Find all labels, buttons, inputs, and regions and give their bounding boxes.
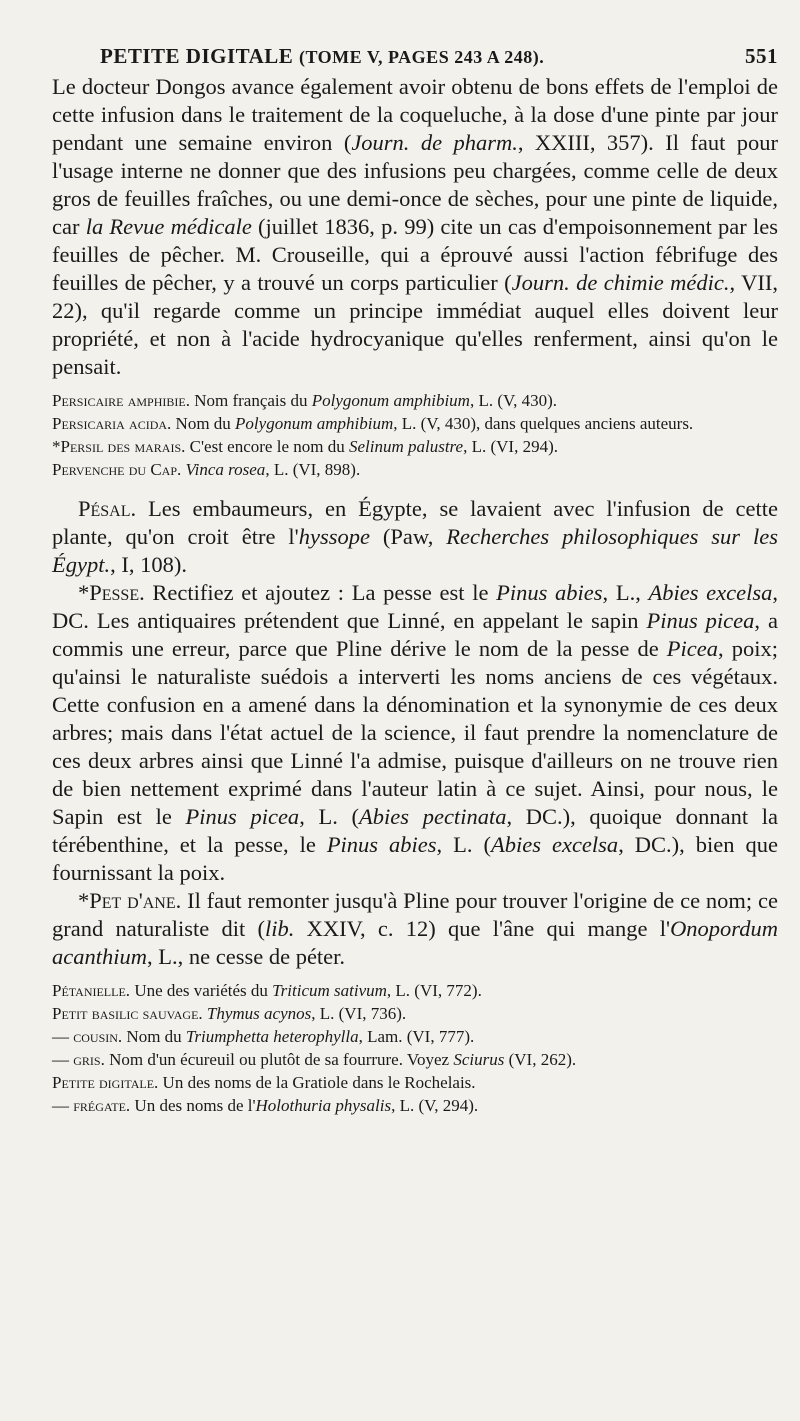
entry-pervenche-du-cap: Pervenche du Cap. Vinca rosea, L. (VI, 898). [52, 460, 361, 479]
page-number: 551 [745, 44, 778, 68]
entry-petite-fregate: — frégate. Un des noms de l'Holothuria physalis, L. (V, 294). [52, 1096, 479, 1115]
entry-petanielle: Pétanielle. Une des variétés du Triticum sativum, L. (VI, 772). [52, 981, 482, 1000]
entry-pesal: Pésal. Les embaumeurs, en Égypte, se lavaient avec l'infusion de cette plante, qu'on croit être l'hyssope (Paw, Recherches philosophiques sur les Égypt., I, 108). [52, 496, 778, 577]
entry-petit-gris: — gris. Nom d'un écureuil ou plutôt de sa fourrure. Voyez Sciurus (VI, 262). [52, 1050, 577, 1069]
entry-petit-cousin: — cousin. Nom du Triumphetta heterophylla, Lam. (VI, 777). [52, 1027, 475, 1046]
header-title-group [100, 44, 544, 69]
entry-petit-basilic-sauvage: Petit basilic sauvage. Thymus acynos, L. (VI, 736). [52, 1004, 407, 1023]
entry-persicaria-acida: Persicaria acida. Nom du Polygonum amphibium, L. (V, 430), dans quelques anciens auteurs. [52, 414, 694, 433]
entry-petite-digitale: Petite digitale. Un des noms de la Gratiole dans le Rochelais. [52, 1073, 476, 1092]
entry-pet-d-ane: *Pet d'ane. Il faut remonter jusqu'à Pline pour trouver l'origine de ce nom; ce grand naturaliste dit (lib. XXIV, c. 12) que l'âne qui mange l'Onopordum acanthium, L., ne cesse de péter. [52, 888, 778, 969]
header-subtitle: (TOME V, PAGES 243 A 248). [299, 47, 545, 67]
entry-persicaire-amphibie: Persicaire amphibie. Nom français du Polygonum amphibium, L. (V, 430). [52, 391, 558, 410]
header-title: PETITE DIGITALE [100, 44, 294, 68]
running-header [52, 44, 778, 69]
paragraph-peach-leaves: Le docteur Dongos avance également avoir obtenu de bons effets de l'emploi de cette infusion dans le traitement de la coqueluche, à la dose d'une pinte par jour pendant une semaine environ (Journ. de pharm., XXIII, 357). Il faut pour l'usage interne ne donner que des infusions peu chargées, comme celle de deux gros de feuilles fraîches, ou une demi-once de sèches, pour une pinte de liquide, car la Revue médicale (juillet 1836, p. 99) cite un cas d'empoisonnement par les feuilles de pêcher. M. Crouseille, qui a éprouvé aussi l'action fébrifuge des feuilles de pêcher, y a trouvé un corps particulier (Journ. de chimie médic., VII, 22), qu'il regarde comme un principe immédiat auquel elles doivent leur propriété, et non à l'acide hydrocyanique qu'elles renferment, ainsi qu'on le pensait. [52, 74, 779, 379]
entry-pesse: *Pesse. Rectifiez et ajoutez : La pesse est le Pinus abies, L., Abies excelsa, DC. Les antiquaires prétendent que Linné, en appelant le sapin Pinus picea, a commis une erreur, parce que Pline dérive le nom de la pesse de Picea, poix; qu'ainsi le naturaliste suédois a interverti les noms anciens de ces végétaux. Cette confusion en a amené dans la dénomination et la synonymie de ces deux arbres; mais dans l'état actuel de la science, il faut prendre la nomenclature de ces deux arbres ainsi que Linné l'a admise, puisque d'ailleurs on ne trouve rien de bien nettement exprimé dans l'auteur latin à ce sujet. Ainsi, pour nous, le Sapin est le Pinus picea, L. (Abies pectinata, DC.), quoique donnant la térébenthine, et la pesse, le Pinus abies, L. (Abies excelsa, DC.), bien que fournissant la poix. [52, 580, 779, 885]
entry-persil-des-marais: *Persil des marais. C'est encore le nom du Selinum palustre, L. (VI, 294). [52, 437, 558, 456]
